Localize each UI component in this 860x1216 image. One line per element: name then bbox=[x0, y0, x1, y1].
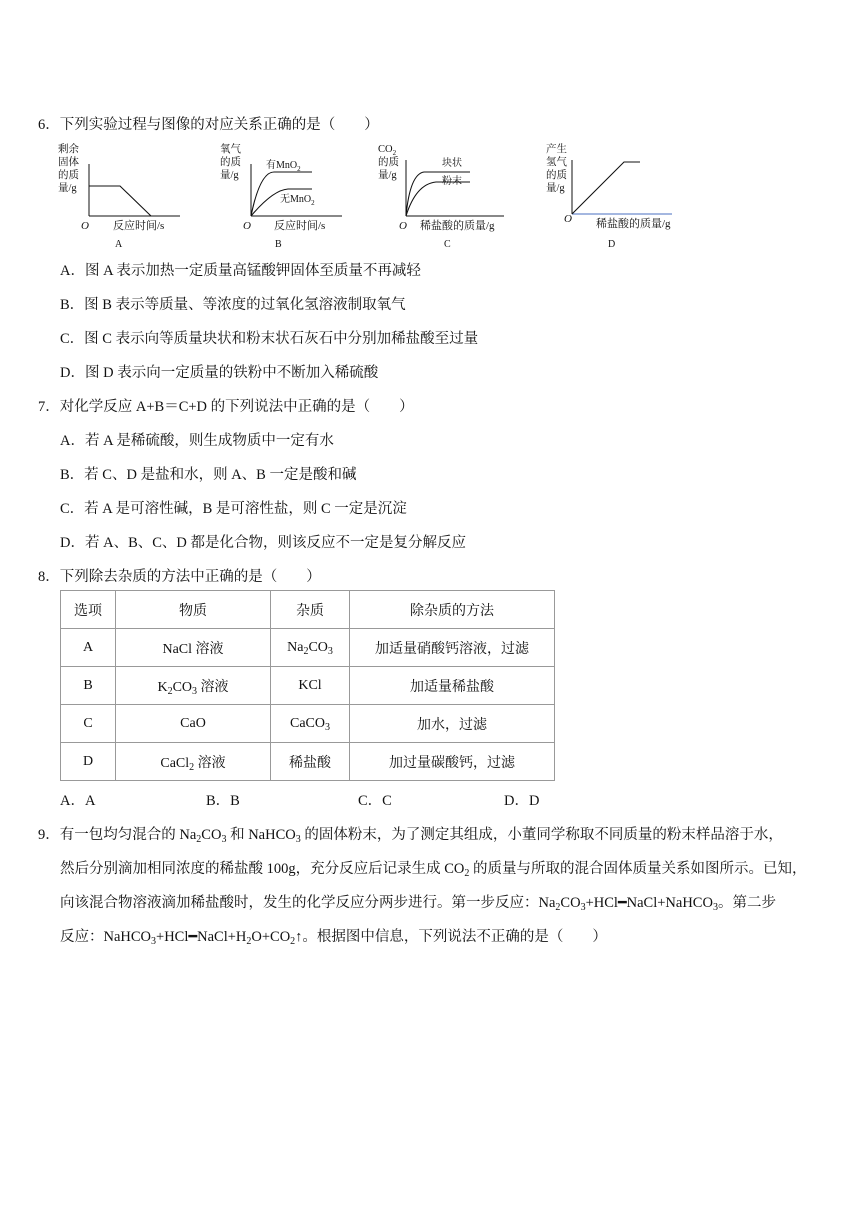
svg-text:无MnO2: 无MnO$_2$ bbox=[280, 194, 315, 207]
q9-line-3: 向该混合物溶液滴加稀盐酸时，发生的化学反应分两步进行。第一步反应：$Na_2CO_3+HCl━NaCl+NaHCO_3$。第二步 bbox=[60, 895, 776, 913]
row-d-option: D bbox=[61, 743, 116, 781]
graph-a-curve bbox=[89, 186, 151, 216]
q8-stem: 8．下列除去杂质的方法中正确的是（ ） bbox=[38, 569, 321, 585]
graph-b-caption: B bbox=[275, 239, 282, 250]
row-c-substance: CaO bbox=[116, 705, 271, 743]
graph-c-curve2-label: 粉末 bbox=[442, 176, 462, 187]
graph-d-ylabel-1: 产生 bbox=[546, 144, 567, 155]
graph-a-xlabel: 反应时间/s bbox=[113, 220, 165, 232]
row-a-option: A bbox=[61, 629, 116, 667]
graph-c-ylabel-top: CO bbox=[378, 144, 393, 155]
q8-table bbox=[60, 590, 555, 781]
q8-choice-b[interactable]: B．B bbox=[206, 793, 240, 809]
row-c-method: 加水，过滤 bbox=[350, 705, 555, 743]
graph-c-origin: O bbox=[399, 220, 407, 232]
q8-choice-a[interactable]: A．A bbox=[60, 793, 96, 809]
q9-line-2: 然后分别滴加相同浓度的稀盐酸 100g，充分反应后记录生成 $CO_2$ 的质量与所取的混合固体质量关系如图所示。已知， bbox=[60, 861, 807, 879]
row-a-substance: NaCl 溶液 bbox=[116, 629, 271, 667]
q8-choice-d[interactable]: D．D bbox=[504, 793, 540, 809]
graph-a-ylabel-3: 的质 bbox=[58, 170, 79, 181]
graph-d-ylabel-2: 氢气 bbox=[546, 157, 567, 168]
graph-a-ylabel-4: 量/g bbox=[58, 183, 77, 194]
q6-option-c[interactable]: C．图 C 表示向等质量块状和粉末状石灰石中分别加稀盐酸至过量 bbox=[60, 331, 479, 347]
q7-stem: 7．对化学反应 A+B＝C+D 的下列说法中正确的是（ ） bbox=[38, 399, 414, 415]
graph-d bbox=[544, 140, 689, 252]
row-b-method: 加适量稀盐酸 bbox=[350, 667, 555, 705]
header-impurity: 杂质 bbox=[271, 591, 350, 629]
q7-option-a[interactable]: A．若 A 是稀硫酸，则生成物质中一定有水 bbox=[60, 433, 334, 449]
graph-b bbox=[218, 140, 348, 252]
q7-option-d[interactable]: D．若 A、B、C、D 都是化合物，则该反应不一定是复分解反应 bbox=[60, 535, 467, 551]
row-c-option: C bbox=[61, 705, 116, 743]
table-row bbox=[61, 667, 555, 705]
q8-table-header bbox=[61, 591, 555, 629]
q9-line-1: 9．有一包均匀混合的 $Na_2CO_3$ 和 NaHCO$_3$ 的固体粉末，为了测定其组成，小董同学称取不同质量的粉末样品溶于水， bbox=[38, 827, 783, 845]
q8-choice-c[interactable]: C．C bbox=[358, 793, 392, 809]
table-row bbox=[61, 629, 555, 667]
svg-text:有MnO2: 有MnO$_2$ bbox=[266, 160, 301, 173]
row-d-method: 加过量碳酸钙，过滤 bbox=[350, 743, 555, 781]
header-substance: 物质 bbox=[116, 591, 271, 629]
q7-option-b[interactable]: B．若 C、D 是盐和水，则 A、B 一定是酸和碱 bbox=[60, 467, 357, 483]
graph-d-caption: D bbox=[608, 239, 616, 250]
graph-c-curve-lump bbox=[406, 182, 470, 216]
graph-b-curve2-label: 无MnO bbox=[280, 194, 312, 205]
row-d-substance: CaCl$_2$ 溶液 bbox=[116, 743, 271, 781]
graph-d-curve bbox=[572, 162, 640, 214]
graph-a bbox=[56, 140, 186, 252]
graph-a-caption: A bbox=[115, 239, 123, 250]
graph-a-origin: O bbox=[81, 220, 89, 232]
graph-c bbox=[376, 140, 521, 252]
graph-c-xlabel: 稀盐酸的质量/g bbox=[420, 220, 495, 232]
row-d-impurity: 稀盐酸 bbox=[271, 743, 350, 781]
table-row bbox=[61, 705, 555, 743]
graph-b-origin: O bbox=[243, 220, 251, 232]
q6-option-a[interactable]: A．图 A 表示加热一定质量高锰酸钾固体至质量不再减轻 bbox=[60, 263, 421, 279]
row-a-impurity: $Na_2CO_3$ bbox=[271, 629, 350, 667]
row-b-substance: $K_2CO_3$ 溶液 bbox=[116, 667, 271, 705]
row-b-impurity: KCl bbox=[271, 667, 350, 705]
graph-c-curve1-label: 块状 bbox=[442, 158, 462, 169]
q6-stem: 6．下列实验过程与图像的对应关系正确的是（ ） bbox=[38, 117, 379, 133]
graph-b-ylabel-2: 的质 bbox=[220, 157, 241, 168]
svg-text:CO2: $CO_2$ bbox=[378, 144, 397, 157]
header-method: 除杂质的方法 bbox=[350, 591, 555, 629]
graph-a-ylabel-1: 剩余 bbox=[58, 144, 79, 155]
graph-d-origin: O bbox=[564, 213, 572, 225]
graph-c-caption: C bbox=[444, 239, 451, 250]
q9-line-4: 反应：$NaHCO_3+HCl━NaCl+H_2O+CO_2↑$。根据图中信息，下列说法不正确的是（ ） bbox=[60, 929, 607, 947]
table-row bbox=[61, 743, 555, 781]
row-c-impurity: CaCO$_3$ bbox=[271, 705, 350, 743]
graph-b-curve1-label: 有MnO bbox=[266, 160, 298, 171]
graph-a-ylabel-2: 固体 bbox=[58, 157, 79, 168]
header-option: 选项 bbox=[61, 591, 116, 629]
row-b-option: B bbox=[61, 667, 116, 705]
graph-b-xlabel: 反应时间/s bbox=[274, 220, 326, 232]
graph-d-xlabel: 稀盐酸的质量/g bbox=[596, 218, 671, 230]
q6-option-d[interactable]: D．图 D 表示向一定质量的铁粉中不断加入稀硫酸 bbox=[60, 365, 379, 381]
graph-d-ylabel-3: 的质 bbox=[546, 170, 567, 181]
graph-b-ylabel-3: 量/g bbox=[220, 170, 239, 181]
q7-option-c[interactable]: C．若 A 是可溶性碱，B 是可溶性盐，则 C 一定是沉淀 bbox=[60, 501, 407, 517]
graph-c-ylabel-1: 的质 bbox=[378, 157, 399, 168]
graph-b-ylabel-1: 氧气 bbox=[220, 144, 241, 155]
q6-option-b[interactable]: B．图 B 表示等质量、等浓度的过氧化氢溶液制取氧气 bbox=[60, 297, 406, 313]
graph-c-ylabel-2: 量/g bbox=[378, 170, 397, 181]
graph-d-ylabel-4: 量/g bbox=[546, 183, 565, 194]
row-a-method: 加适量硝酸钙溶液，过滤 bbox=[350, 629, 555, 667]
